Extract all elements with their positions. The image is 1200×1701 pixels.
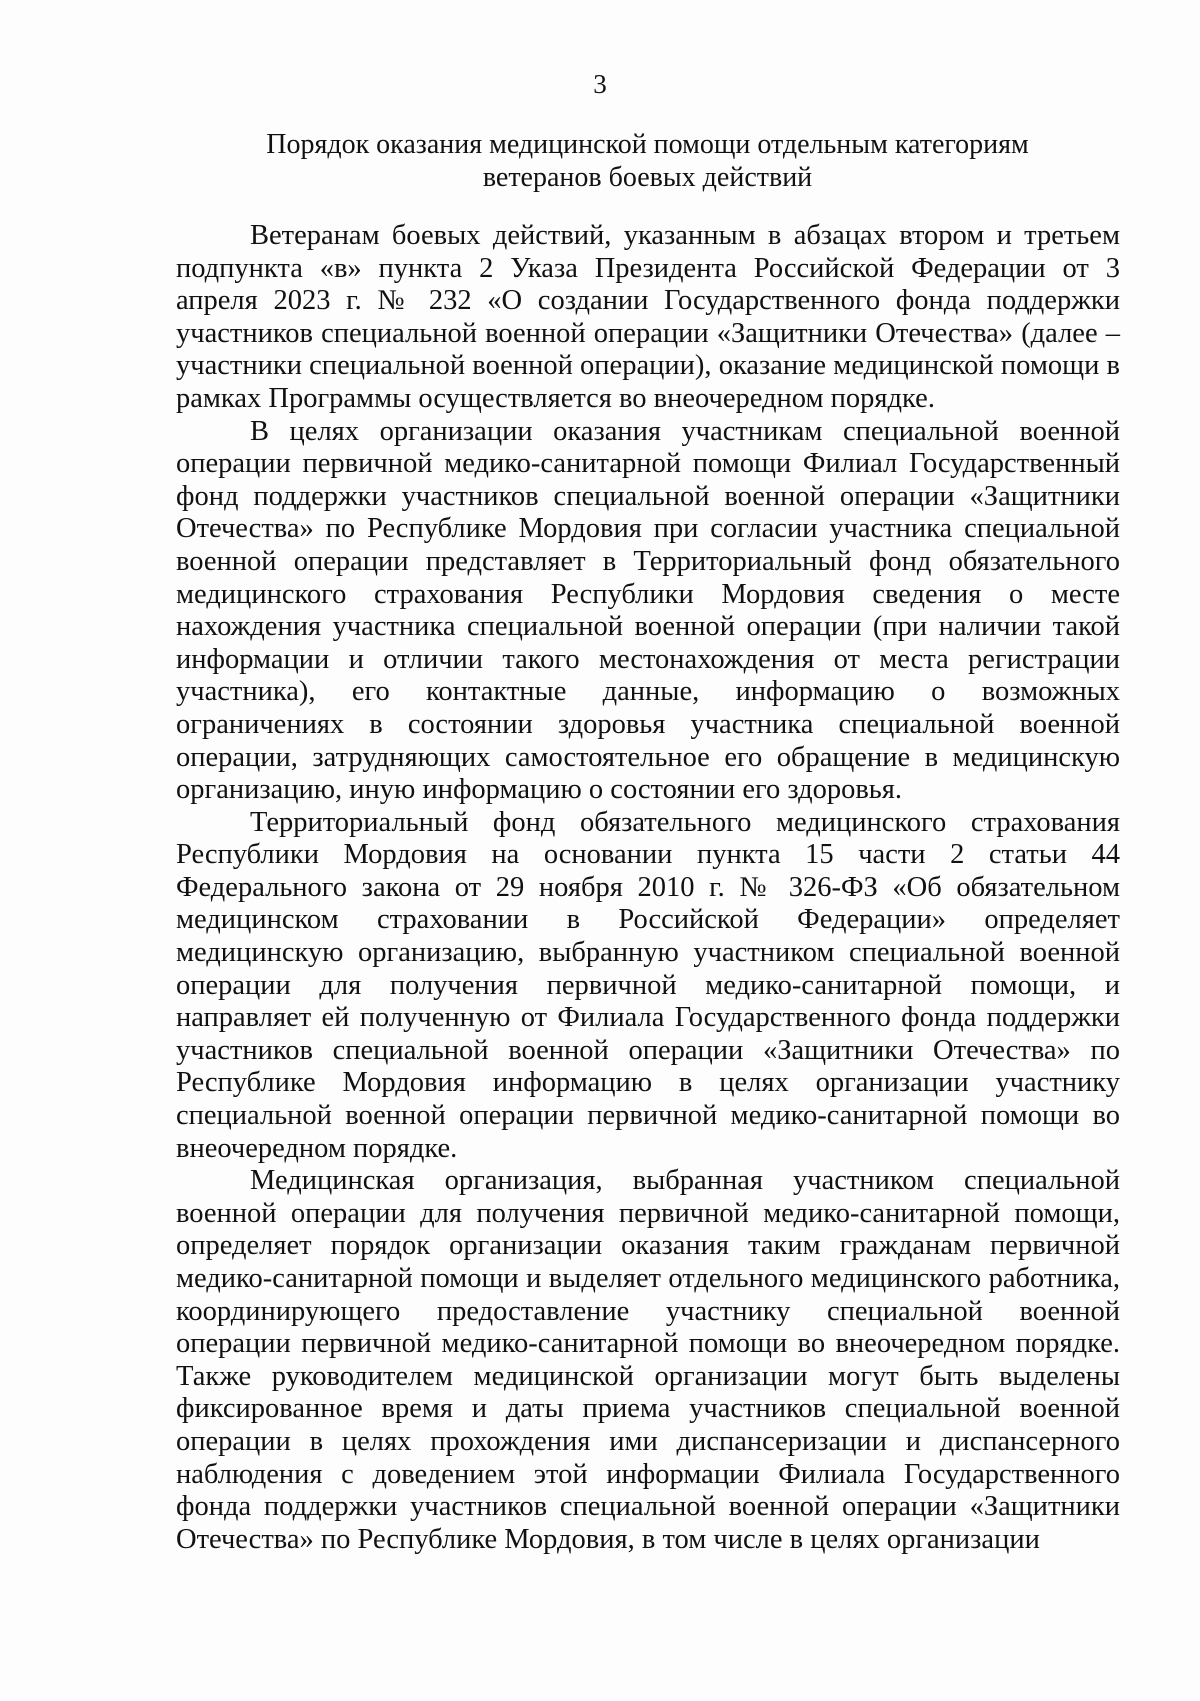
page-number: 3 [593,69,607,99]
title-line-1: Порядок оказания медицинской помощи отдельным категориям [266,129,1029,160]
paragraph-2: В целях организации оказания участникам специальной военной операции первичной медико-санитарной помощи Филиал Государственный фонд поддержки участников специальной военной операции «Защитники Отечества» по Республике Мордовия при согласии участника специальной военной операции представляет в Территориальный фонд обязательного медицинского страхования Республики Мордовия сведения о месте нахождения участника специальной военной операции (при наличии такой информации и отличии такого местонахождения от места регистрации участника), его контактные данные, информацию о возможных ограничениях в состоянии здоровья участника специальной военной операции, затрудняющих самостоятельное его обращение в медицинскую организацию, иную информацию о состоянии его здоровья. [176,415,1120,806]
document-body [176,220,1120,1556]
paragraph-4: Медицинская организация, выбранная участником специальной военной операции для получения первичной медико-санитарной помощи, определяет порядок организации оказания таким гражданам первичной медико-санитарной помощи и выделяет отдельного медицинского работника, координирующего предоставление участнику специальной военной операции первичной медико-санитарной помощи во внеочередном порядке. Также руководителем медицинской организации могут быть выделены фиксированное время и даты приема участников специальной военной операции в целях прохождения ими диспансеризации и диспансерного наблюдения с доведением этой информации Филиала Государственного фонда поддержки участников специальной военной операции «Защитники Отечества» по Республике Мордовия, в том числе в целях организации [176,1165,1120,1555]
document-title [180,128,1115,194]
paragraph-3: Территориальный фонд обязательного медицинского страхования Республики Мордовия на основании пункта 15 части 2 статьи 44 Федерального закона от 29 ноября 2010 г. № 326-ФЗ «Об обязательном медицинском страховании в Российской Федерации» определяет медицинскую организацию, выбранную участником специальной военной операции для получения первичной медико-санитарной помощи, и направляет ей полученную от Филиала Государственного фонда поддержки участников специальной военной операции «Защитники Отечества» по Республике Мордовия информацию в целях организации участнику специальной военной операции первичной медико-санитарной помощи во внеочередном порядке. [176,806,1120,1164]
paragraph-1: Ветеранам боевых действий, указанным в абзацах втором и третьем подпункта «в» пункта 2 Указа Президента Российской Федерации от 3 апреля 2023 г. № 232 «О создании Государственного фонда поддержки участников специальной военной операции «Защитники Отечества» (далее – участники специальной военной операции), оказание медицинской помощи в рамках Программы осуществляется во внеочередном порядке. [176,220,1120,414]
title-line-2: ветеранов боевых действий [482,162,813,193]
